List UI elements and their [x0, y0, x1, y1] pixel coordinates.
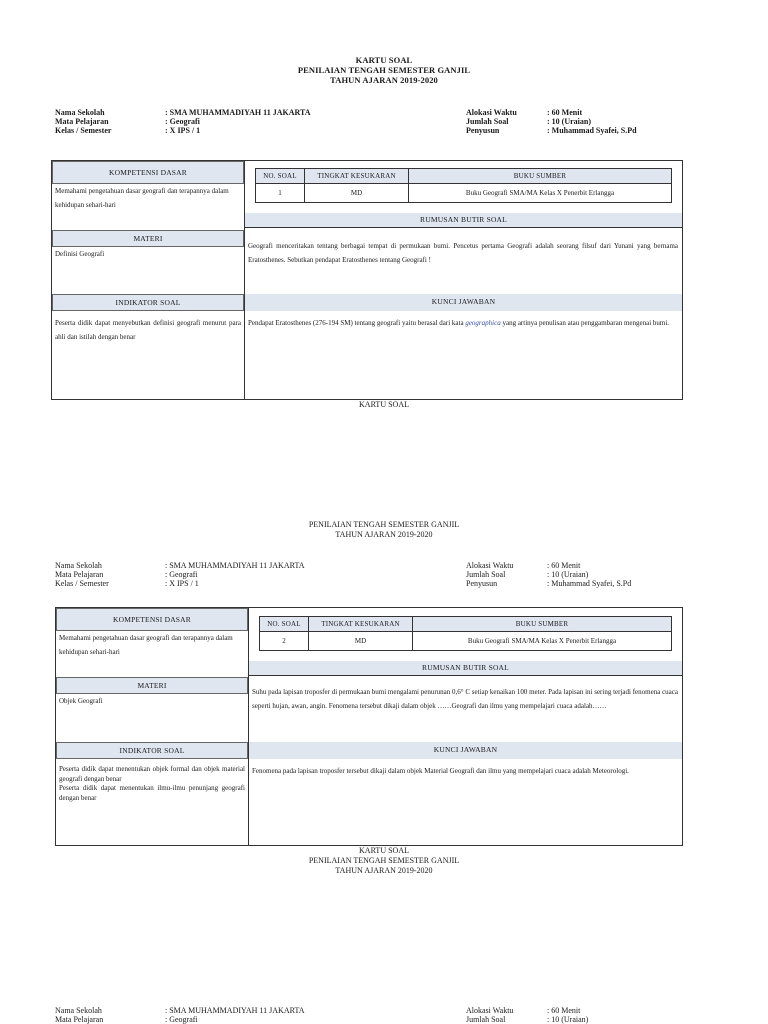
label-alokasi-waktu: Alokasi Waktu — [466, 1006, 514, 1015]
indikator-soal-text: Peserta didik dapat menentukan objek formal dan objek material geografi dengan benar Peserta didik dapat menentukan ilmu-ilmu penunjang geografi dengan benar — [59, 765, 245, 802]
kompetensi-dasar-text: Memahami pengetahuan dasar geografi dan terapannya dalam kehidupan sehari-hari — [55, 187, 229, 209]
value-mata-pelajaran: : Geografi — [165, 117, 200, 126]
header-rumusan-butir-soal: RUMUSAN BUTIR SOAL — [245, 213, 682, 227]
label-jumlah-soal: Jumlah Soal — [466, 1015, 506, 1024]
materi-text: Objek Geografi — [59, 697, 103, 705]
label-mata-pelajaran: Mata Pelajaran — [55, 117, 109, 126]
label-jumlah-soal: Jumlah Soal — [466, 570, 506, 579]
value-nama-sekolah: : SMA MUHAMMADIYAH 11 JAKARTA — [165, 108, 311, 117]
rumusan-butir-soal-text: Suhu pada lapisan troposfer di permukaan bumi mengalami penurunan 0,6° C setiap kenaikan 100 meter. Pada lapisan ini sering terjadi fenomena cuaca seperti hujan, awan, angin. Fenomena tersebut dikaji dalam objek ……Geografi dan ilmu yang mempelajari cuaca adalah…… — [252, 688, 678, 710]
header-kunci-jawaban: KUNCI JAWABAN — [249, 742, 682, 759]
value-mata-pelajaran: : Geografi — [165, 1015, 198, 1024]
th-buku-sumber: BUKU SUMBER — [409, 169, 672, 184]
value-mata-pelajaran: : Geografi — [165, 570, 198, 579]
th-no-soal: NO. SOAL — [260, 617, 309, 632]
title-tahun-ajaran-3: TAHUN AJARAN 2019-2020 — [335, 866, 433, 875]
header-materi: MATERI — [56, 677, 248, 694]
title-tahun-ajaran-2: TAHUN AJARAN 2019-2020 — [335, 530, 433, 539]
title-penilaian-2: PENILAIAN TENGAH SEMESTER GANJIL — [308, 520, 460, 529]
rumusan-butir-soal-text: Geografi menceritakan tentang berbagai tempat di permukaan bumi. Pencetus pertama Geografi adalah seorang filsuf dari Yunani yang bernama Eratosthenes. Sebutkan pendapat Eratosthenes tentang Geografi ! — [248, 242, 678, 264]
td-tingkat: MD — [305, 184, 409, 203]
td-no-soal: 2 — [260, 632, 309, 651]
th-buku-sumber: BUKU SUMBER — [413, 617, 672, 632]
value-kelas-semester: : X IPS / 1 — [165, 126, 201, 135]
value-alokasi-waktu: : 60 Menit — [547, 1006, 581, 1015]
label-kelas-semester: Kelas / Semester — [55, 126, 112, 135]
td-tingkat: MD — [309, 632, 413, 651]
label-nama-sekolah: Nama Sekolah — [55, 1006, 102, 1015]
value-jumlah-soal: : 10 (Uraian) — [547, 117, 591, 126]
label-penyusun: Penyusun — [466, 126, 500, 135]
kunci-jawaban-text: Fenomena pada lapisan troposfer tersebut dikaji dalam objek Material Geografi dan ilmu yang mempelajari cuaca adalah Meteorologi. — [252, 767, 629, 775]
value-penyusun: : Muhammad Syafei, S.Pd — [547, 579, 632, 588]
label-alokasi-waktu: Alokasi Waktu — [466, 561, 514, 570]
value-kelas-semester: : X IPS / 1 — [165, 579, 199, 588]
header-kompetensi-dasar: KOMPETENSI DASAR — [56, 608, 248, 631]
th-tingkat-kesukaran: TINGKAT KESUKARAN — [309, 617, 413, 632]
label-nama-sekolah: Nama Sekolah — [55, 108, 105, 117]
header-materi: MATERI — [52, 230, 244, 247]
kunci-emphasis: geographica — [465, 319, 501, 327]
soal-info-table — [255, 168, 672, 203]
header-rumusan-butir-soal: RUMUSAN BUTIR SOAL — [249, 661, 682, 675]
title-kartu-soal-3: KARTU SOAL — [359, 846, 409, 855]
header-indikator-soal: INDIKATOR SOAL — [56, 742, 248, 759]
value-jumlah-soal: : 10 (Uraian) — [547, 1015, 589, 1024]
title-penilaian-3: PENILAIAN TENGAH SEMESTER GANJIL — [308, 856, 460, 865]
title-tahun-ajaran-1: TAHUN AJARAN 2019-2020 — [330, 75, 438, 85]
value-alokasi-waktu: : 60 Menit — [547, 561, 581, 570]
kunci-jawaban-text: Pendapat Eratosthenes (276-194 SM) tentang geografi yaitu berasal dari kata geographica yang artinya penulisan atau penggambaran mengenai bumi. — [248, 319, 670, 327]
title-penilaian-1: PENILAIAN TENGAH SEMESTER GANJIL — [297, 65, 471, 75]
label-nama-sekolah: Nama Sekolah — [55, 561, 102, 570]
value-jumlah-soal: : 10 (Uraian) — [547, 570, 589, 579]
value-nama-sekolah: : SMA MUHAMMADIYAH 11 JAKARTA — [165, 561, 305, 570]
value-alokasi-waktu: : 60 Menit — [547, 108, 583, 117]
value-penyusun: : Muhammad Syafei, S.Pd — [547, 126, 637, 135]
label-kelas-semester: Kelas / Semester — [55, 579, 109, 588]
td-no-soal: 1 — [256, 184, 305, 203]
label-mata-pelajaran: Mata Pelajaran — [55, 570, 104, 579]
td-buku: Buku Geografi SMA/MA Kelas X Penerbit Erlangga — [413, 632, 672, 651]
value-nama-sekolah: : SMA MUHAMMADIYAH 11 JAKARTA — [165, 1006, 305, 1015]
header-kompetensi-dasar: KOMPETENSI DASAR — [52, 161, 244, 184]
kompetensi-dasar-text: Memahami pengetahuan dasar geografi dan terapannya dalam kehidupan sehari-hari — [59, 634, 233, 656]
th-tingkat-kesukaran: TINGKAT KESUKARAN — [305, 169, 409, 184]
label-mata-pelajaran: Mata Pelajaran — [55, 1015, 104, 1024]
header-kunci-jawaban: KUNCI JAWABAN — [245, 294, 682, 311]
label-penyusun: Penyusun — [466, 579, 498, 588]
header-indikator-soal: INDIKATOR SOAL — [52, 294, 244, 311]
label-jumlah-soal: Jumlah Soal — [466, 117, 509, 126]
indikator-soal-text: Peserta didik dapat menyebutkan definisi geografi menurut para ahli dan istilah dengan benar — [55, 319, 241, 341]
label-alokasi-waktu: Alokasi Waktu — [466, 108, 517, 117]
title-kartu-soal-1: KARTU SOAL — [355, 55, 413, 65]
th-no-soal: NO. SOAL — [256, 169, 305, 184]
td-buku: Buku Geografi SMA/MA Kelas X Penerbit Erlangga — [409, 184, 672, 203]
title-kartu-soal-2: KARTU SOAL — [359, 400, 409, 409]
soal-info-table — [259, 616, 672, 651]
materi-text: Definisi Geografi — [55, 250, 105, 258]
